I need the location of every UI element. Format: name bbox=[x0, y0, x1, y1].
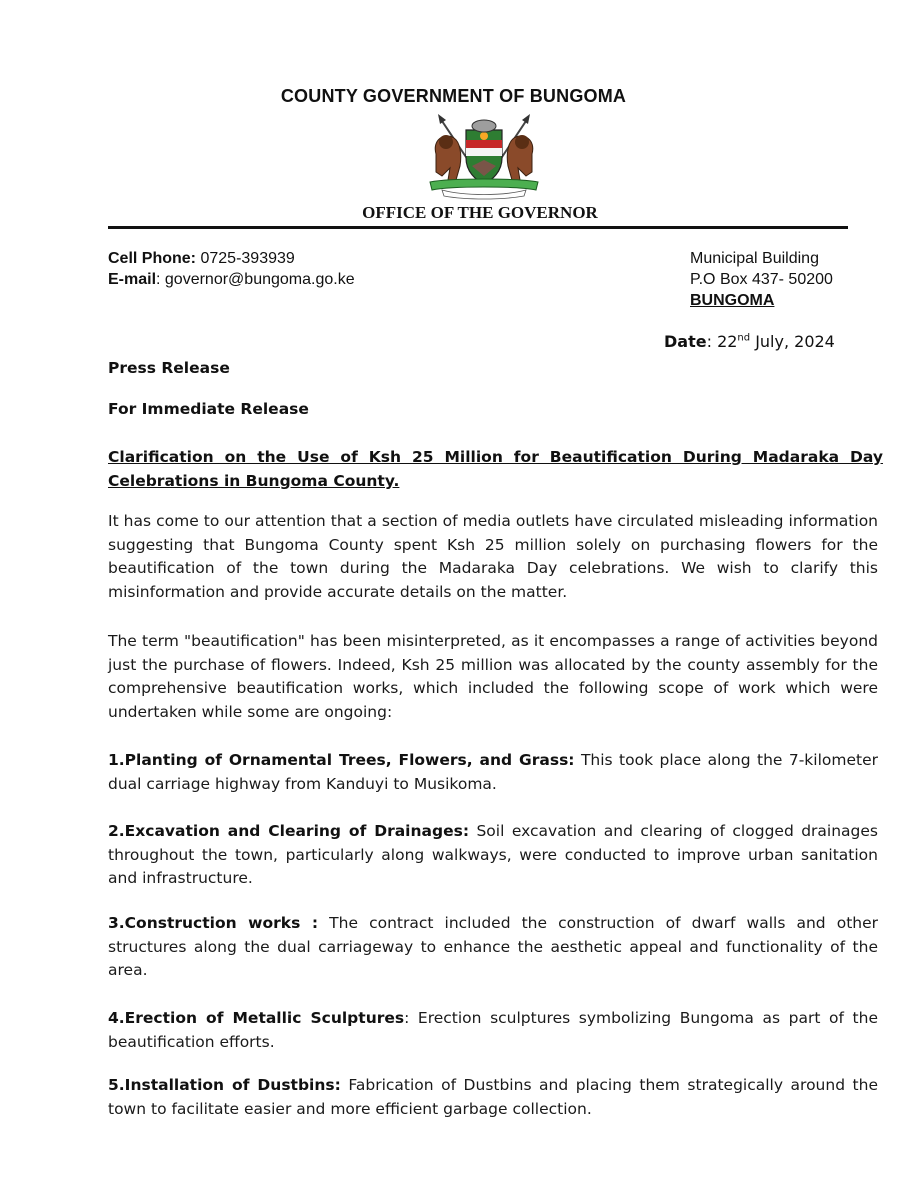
postal-address bbox=[690, 248, 833, 311]
date-day: 22 bbox=[717, 332, 738, 351]
address-line-1: Municipal Building bbox=[690, 250, 819, 267]
list-item-body: This took place along the 7-kilometer dual carriage highway from Kanduyi to Musikoma. bbox=[108, 751, 879, 793]
address-line-2: P.O Box 437- 50200 bbox=[690, 271, 833, 288]
date-label: Date bbox=[664, 332, 707, 351]
list-item-heading: 2.Excavation and Clearing of Drainages: bbox=[108, 822, 470, 840]
immediate-release-label: For Immediate Release bbox=[108, 400, 309, 418]
date-rest: July, 2024 bbox=[750, 332, 835, 351]
paragraph-scope: The term "beautification" has been misinterpreted, as it encompasses a range of activities beyond just the purchase of flowers. Indeed, Ksh 25 million was allocated by the county assembly for the comprehensive beautification works, which included the following scope of work which were undertaken while some are ongoing: bbox=[108, 632, 878, 721]
list-item-body: Soil excavation and clearing of clogged drainages throughout the town, particularly along walkways, were conducted to improve urban sanitation and infrastructure. bbox=[108, 822, 878, 887]
release-date bbox=[664, 332, 835, 351]
release-title: Clarification on the Use of Ksh 25 Million for Beautification During Madaraka Day Celebrations in Bungoma County. bbox=[108, 448, 883, 490]
phone-line bbox=[108, 248, 355, 269]
phone-label: Cell Phone: bbox=[108, 250, 197, 267]
list-item-heading: 3.Construction works : bbox=[108, 914, 319, 932]
email-label: E-mail bbox=[108, 271, 157, 288]
list-item bbox=[108, 1007, 878, 1054]
list-item bbox=[108, 912, 878, 983]
paragraph-intro: It has come to our attention that a section of media outlets have circulated misleading information suggesting that Bungoma County spent Ksh 25 million solely on purchasing flowers for the beautification of the town during the Madaraka Day celebrations. We wish to clarify this misinformation and provide accurate details on the matter. bbox=[108, 512, 878, 601]
header-divider bbox=[108, 226, 848, 229]
list-item bbox=[108, 749, 878, 796]
list-item-heading: 1.Planting of Ornamental Trees, Flowers, and Grass: bbox=[108, 751, 575, 769]
press-release-label: Press Release bbox=[108, 359, 230, 377]
list-item-body: The contract included the construction of dwarf walls and other structures along the dual carriageway to enhance the aesthetic appeal and functionality of the area. bbox=[108, 914, 879, 979]
date-separator: : bbox=[706, 332, 718, 351]
list-item bbox=[108, 1074, 878, 1121]
list-item-heading: 5.Installation of Dustbins: bbox=[108, 1076, 341, 1094]
county-government-title: COUNTY GOVERNMENT OF BUNGOMA bbox=[280, 86, 627, 106]
list-item-body: : Erection sculptures symbolizing Bungoma as part of the beautification efforts. bbox=[108, 1009, 878, 1051]
email-line bbox=[108, 269, 355, 290]
date-suffix: nd bbox=[737, 332, 751, 344]
email-value: : governor@bungoma.go.ke bbox=[156, 271, 355, 288]
office-of-governor-title: OFFICE OF THE GOVERNOR bbox=[362, 203, 598, 222]
coat-of-arms-icon bbox=[420, 110, 548, 200]
phone-value: 0725-393939 bbox=[200, 250, 295, 267]
list-item-heading: 4.Erection of Metallic Sculptures bbox=[108, 1009, 405, 1027]
list-item-body: Fabrication of Dustbins and placing them strategically around the town to facilitate easier and more efficient garbage collection. bbox=[108, 1076, 878, 1118]
list-item bbox=[108, 820, 878, 891]
contact-details bbox=[108, 248, 355, 290]
address-line-3: BUNGOMA bbox=[690, 292, 775, 309]
